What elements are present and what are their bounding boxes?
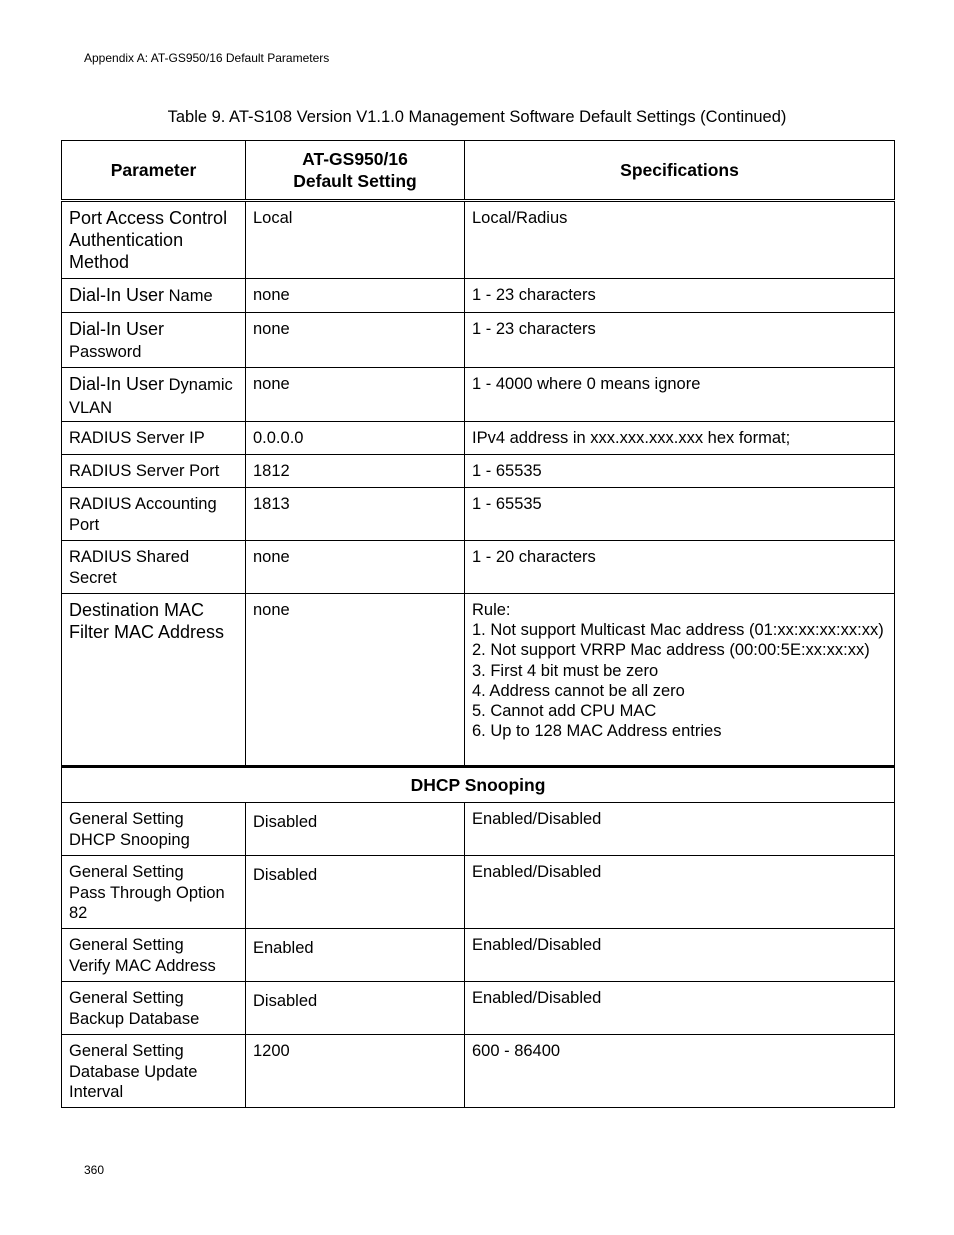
page-number: 360 [84, 1163, 105, 1177]
table-row [62, 313, 895, 368]
default-settings-table [61, 140, 895, 1108]
param-cell: Dial-In User Name [62, 279, 246, 313]
param-cell: Dial-In User Password [62, 313, 246, 368]
default-cell: Enabled [246, 929, 465, 982]
spec-cell: IPv4 address in xxx.xxx.xxx.xxx hex format; [465, 422, 895, 455]
spec-cell: 1 - 65535 [465, 455, 895, 488]
default-cell: Local [246, 201, 465, 279]
default-cell: none [246, 368, 465, 422]
spec-cell: 1 - 20 characters [465, 541, 895, 594]
default-cell: none [246, 541, 465, 594]
table-row [62, 455, 895, 488]
spec-cell: 600 - 86400 [465, 1035, 895, 1108]
param-cell: General Setting Database Update Interval [62, 1035, 246, 1108]
table-row [62, 368, 895, 422]
param-cell: Dial-In User Dynamic VLAN [62, 368, 246, 422]
table-row [62, 422, 895, 455]
table-header-row [62, 141, 895, 201]
param-cell: RADIUS Server Port [62, 455, 246, 488]
column-header-specifications: Specifications [465, 141, 895, 201]
table-row [62, 929, 895, 982]
table-row [62, 856, 895, 929]
section-row-dhcp-snooping [62, 767, 895, 803]
spec-cell: Enabled/Disabled [465, 982, 895, 1035]
column-header-default: AT-GS950/16 Default Setting [246, 141, 465, 201]
spec-cell: Rule: 1. Not support Multicast Mac address (01:xx:xx:xx:xx:xx) 2. Not support VRRP Mac address (00:00:5E:xx:xx:xx) 3. First 4 bit must be zero 4. Address cannot be all zero 5. Cannot add CPU MAC 6. Up to 128 MAC Address entries [465, 594, 895, 767]
param-cell: RADIUS Shared Secret [62, 541, 246, 594]
param-cell: General Setting DHCP Snooping [62, 803, 246, 856]
default-cell: Disabled [246, 856, 465, 929]
table-row [62, 279, 895, 313]
default-cell: Disabled [246, 982, 465, 1035]
section-title: DHCP Snooping [62, 767, 895, 803]
spec-cell: 1 - 23 characters [465, 313, 895, 368]
default-cell: Disabled [246, 803, 465, 856]
spec-cell: Enabled/Disabled [465, 803, 895, 856]
table-caption: Table 9. AT-S108 Version V1.1.0 Management Software Default Settings (Continued) [167, 108, 787, 126]
default-cell: 1813 [246, 488, 465, 541]
param-cell: General Setting Backup Database [62, 982, 246, 1035]
param-cell: General Setting Verify MAC Address [62, 929, 246, 982]
table-row [62, 803, 895, 856]
default-cell: none [246, 279, 465, 313]
default-cell: none [246, 594, 465, 767]
default-cell: 1200 [246, 1035, 465, 1108]
spec-cell: Enabled/Disabled [465, 856, 895, 929]
table-row [62, 594, 895, 767]
spec-cell: Enabled/Disabled [465, 929, 895, 982]
table-row [62, 982, 895, 1035]
default-cell: 1812 [246, 455, 465, 488]
table-row [62, 201, 895, 279]
table-row [62, 488, 895, 541]
spec-cell: 1 - 65535 [465, 488, 895, 541]
param-cell: Destination MAC Filter MAC Address [62, 594, 246, 767]
spec-cell: 1 - 23 characters [465, 279, 895, 313]
table-row [62, 541, 895, 594]
spec-cell: 1 - 4000 where 0 means ignore [465, 368, 895, 422]
table-row [62, 1035, 895, 1108]
default-cell: none [246, 313, 465, 368]
param-cell: RADIUS Accounting Port [62, 488, 246, 541]
running-header: Appendix A: AT-GS950/16 Default Parameters [84, 51, 330, 65]
column-header-parameter: Parameter [62, 141, 246, 201]
param-cell: Port Access Control Authentication Method [62, 201, 246, 279]
param-cell: General Setting Pass Through Option 82 [62, 856, 246, 929]
param-cell: RADIUS Server IP [62, 422, 246, 455]
spec-cell: Local/Radius [465, 201, 895, 279]
default-cell: 0.0.0.0 [246, 422, 465, 455]
